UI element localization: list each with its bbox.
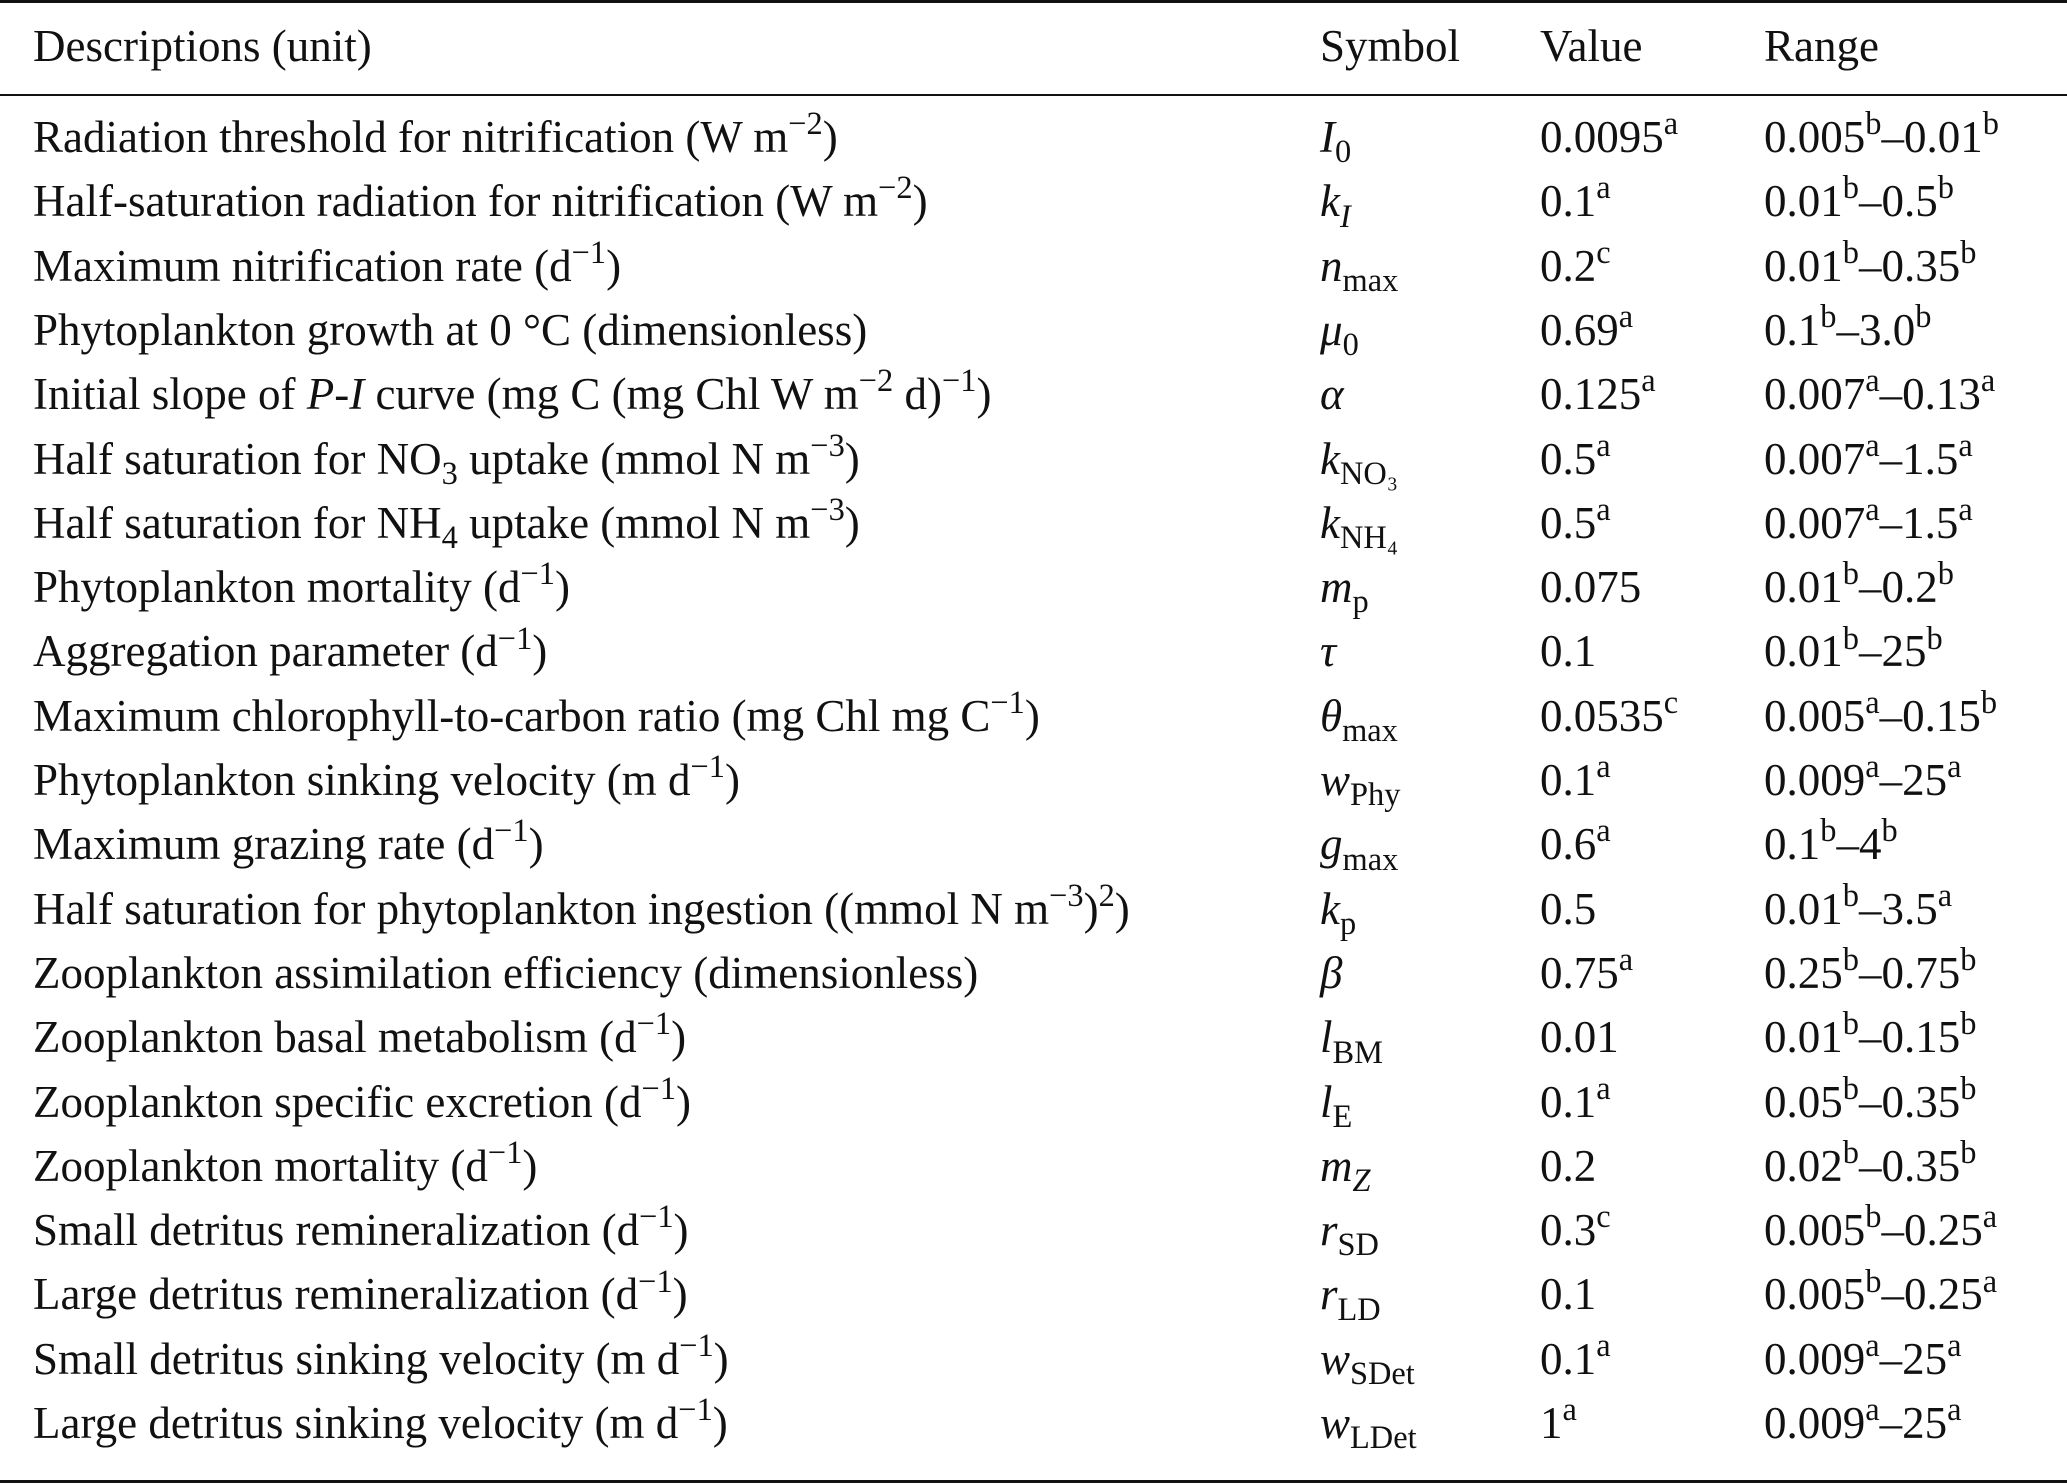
cell-range: 0.007$^a$–1.5$^a$ [1764, 427, 1973, 484]
cell-description: Large detritus sinking velocity (m $d^{-1}$) [33, 1392, 728, 1448]
cell-description: Phytoplankton sinking velocity (m $d^{-1}$) [33, 749, 740, 805]
cell-value: 1$^a$ [1540, 1392, 1577, 1448]
cell-value: 0.3$^c$ [1540, 1199, 1611, 1256]
cell-symbol: $r_{SD}$ [1320, 1205, 1379, 1264]
cell-value: 0.6$^a$ [1540, 813, 1611, 870]
cell-symbol: $I_0$ [1320, 112, 1352, 171]
cell-symbol: α [1320, 369, 1344, 420]
cell-description: Half-saturation radiation for nitrification (W $m^{-2}$) [33, 170, 928, 227]
cell-range: 0.1$^b$–4$^b$ [1764, 813, 1898, 870]
cell-value: 0.1$^a$ [1540, 1070, 1611, 1127]
cell-range: 0.009$^a$–25$^a$ [1764, 1327, 1962, 1384]
cell-symbol: $g_{max}$ [1320, 819, 1399, 878]
cell-range: 0.01$^b$–25$^b$ [1764, 620, 1943, 677]
cell-range: 0.01$^b$–0.35$^b$ [1764, 234, 1977, 291]
table-top-rule [0, 0, 2067, 3]
cell-symbol: τ [1320, 626, 1337, 677]
cell-value: 0.125$^a$ [1540, 363, 1656, 420]
cell-value: 0.69$^a$ [1540, 299, 1634, 355]
cell-description: Zooplankton basal metabolism $(d^{-1})$ [33, 1006, 687, 1063]
cell-description: Initial slope of P-I curve (mg C (mg Chl W $m^{-2}$ d)$^{-1}$) [33, 363, 992, 420]
cell-description: Small detritus remineralization $(d^{-1})$ [33, 1199, 689, 1256]
cell-value: 0.1$^a$ [1540, 1327, 1611, 1384]
cell-description: Radiation threshold for nitrification (W $m^{-2}$) [33, 106, 838, 162]
cell-description: Half saturation for $NH_4$ uptake (mmol N $m^{-3}$) [33, 491, 860, 557]
cell-symbol: $l_{BM}$ [1320, 1012, 1383, 1071]
cell-symbol: $l_E$ [1320, 1076, 1353, 1135]
cell-symbol: $n_{max}$ [1320, 240, 1399, 299]
cell-value: 0.2 [1540, 1140, 1597, 1191]
table-header-rule [0, 94, 2067, 96]
cell-value: 0.5$^a$ [1540, 491, 1611, 548]
cell-value: 0.5 [1540, 883, 1597, 934]
cell-description: Phytoplankton mortality $(d^{-1})$ [33, 556, 570, 613]
header-symbol: Symbol [1320, 21, 1461, 71]
cell-range: 0.25$^b$–0.75$^b$ [1764, 942, 1977, 998]
cell-range: 0.007$^a$–1.5$^a$ [1764, 491, 1973, 548]
cell-range: 0.02$^b$–0.35$^b$ [1764, 1134, 1977, 1191]
cell-value: 0.0095$^a$ [1540, 106, 1679, 162]
cell-range: 0.005$^a$–0.15$^b$ [1764, 684, 1998, 741]
cell-range: 0.01$^b$–0.5$^b$ [1764, 170, 1954, 227]
cell-range: 0.005$^b$–0.01$^b$ [1764, 106, 1999, 162]
cell-description: Half saturation for $NO_3$ uptake (mmol N $m^{-3}$) [33, 427, 860, 492]
cell-symbol: $m_p$ [1320, 562, 1369, 621]
cell-value: 0.75$^a$ [1540, 942, 1634, 998]
cell-symbol: $k_{NH_4}$ [1320, 497, 1399, 557]
cell-description: Large detritus remineralization $(d^{-1})$ [33, 1263, 688, 1320]
cell-value: 0.075 [1540, 562, 1642, 613]
cell-value: 0.1 [1540, 1269, 1597, 1320]
cell-description: Zooplankton specific excretion $(d^{-1})$ [33, 1070, 692, 1127]
cell-value: 0.2$^c$ [1540, 234, 1611, 291]
table-bottom-rule [0, 1480, 2067, 1483]
cell-symbol: $k_I$ [1320, 176, 1351, 235]
cell-symbol: β [1320, 947, 1343, 998]
cell-symbol: $w_{Phy}$ [1320, 755, 1401, 814]
cell-symbol: $w_{SDet}$ [1320, 1333, 1415, 1393]
cell-range: 0.005$^b$–0.25$^a$ [1764, 1199, 1998, 1256]
header-descriptions: Descriptions (unit) [33, 21, 372, 71]
cell-description: Aggregation parameter $(d^{-1})$ [33, 620, 548, 677]
cell-symbol: $r_{LD}$ [1320, 1269, 1381, 1328]
cell-description: Maximum nitrification rate $(d^{-1})$ [33, 234, 622, 291]
cell-range: 0.007$^a$–0.13$^a$ [1764, 363, 1996, 420]
cell-range: 0.009$^a$–25$^a$ [1764, 1392, 1962, 1448]
cell-description: Phytoplankton growth at 0 °C (dimensionless) [33, 304, 868, 355]
cell-description: Maximum chlorophyll-to-carbon ratio (mg Chl mg $C^{-1}$) [33, 684, 1040, 741]
cell-range: 0.05$^b$–0.35$^b$ [1764, 1070, 1977, 1127]
header-value: Value [1540, 21, 1643, 71]
cell-value: 0.1$^a$ [1540, 749, 1611, 805]
cell-range: 0.01$^b$–0.15$^b$ [1764, 1006, 1977, 1063]
cell-value: 0.01 [1540, 1012, 1619, 1063]
cell-range: 0.009$^a$–25$^a$ [1764, 749, 1962, 805]
cell-range: 0.01$^b$–0.2$^b$ [1764, 556, 1954, 613]
cell-range: 0.005$^b$–0.25$^a$ [1764, 1263, 1998, 1320]
cell-value: 0.1 [1540, 626, 1597, 677]
cell-symbol: $\mu_0$ [1320, 304, 1359, 364]
cell-symbol: $k_p$ [1320, 883, 1357, 942]
cell-description: Half saturation for phytoplankton ingestion ((mmol N $m^{-3})^2$) [33, 877, 1130, 934]
cell-value: 0.5$^a$ [1540, 427, 1611, 484]
cell-value: 0.0535$^c$ [1540, 684, 1679, 741]
cell-symbol: $w_{LDet}$ [1320, 1398, 1417, 1457]
cell-description: Zooplankton mortality $(d^{-1})$ [33, 1134, 538, 1191]
cell-value: 0.1$^a$ [1540, 170, 1611, 227]
header-range: Range [1764, 21, 1879, 71]
cell-description: Small detritus sinking velocity (m $d^{-1}$) [33, 1327, 729, 1384]
cell-symbol: $\theta_{max}$ [1320, 690, 1398, 750]
cell-range: 0.01$^b$–3.5$^a$ [1764, 877, 1953, 934]
cell-range: 0.1$^b$–3.0$^b$ [1764, 299, 1932, 355]
cell-symbol: $k_{NO_3}$ [1320, 433, 1399, 492]
cell-description: Zooplankton assimilation efficiency (dimensionless) [33, 947, 979, 998]
cell-description: Maximum grazing rate $(d^{-1})$ [33, 813, 544, 870]
cell-symbol: $m_Z$ [1320, 1140, 1371, 1200]
